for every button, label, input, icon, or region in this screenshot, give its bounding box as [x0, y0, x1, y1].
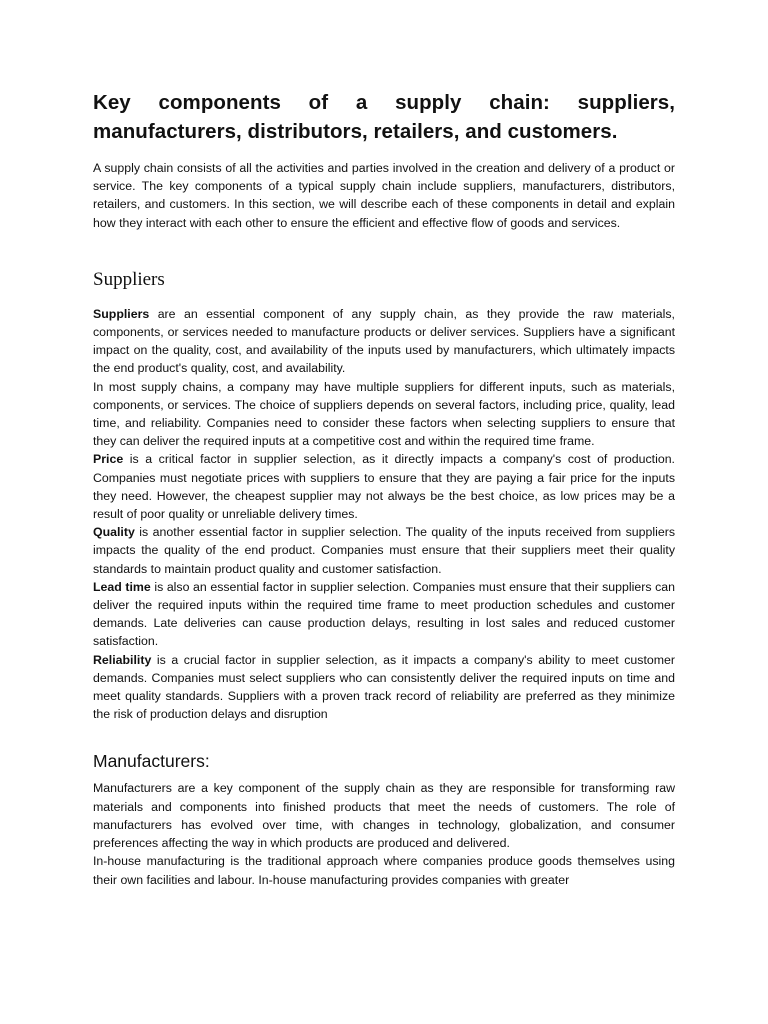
suppliers-heading: Suppliers: [93, 268, 165, 290]
document-title: Key components of a supply chain: suppliers, manufacturers, distributors, retailers, and customers.: [93, 91, 675, 143]
reliability-paragraph: [93, 651, 675, 724]
reliability-text: is a crucial factor in supplier selection, as it impacts a company's ability to meet customer demands. Companies must select suppliers who can consistently deliver the required inputs on time and meet quality standards. Suppliers with a proven track record of reliability are preferred as they minimize the risk of production delays and disruption: [93, 652, 675, 722]
suppliers-paragraph-1: [93, 305, 675, 378]
intro-paragraph: A supply chain consists of all the activities and parties involved in the creation and delivery of a product or service. The key components of a typical supply chain include suppliers, manufacturers, distributors, retailers, and customers. In this section, we will describe each of these components in detail and explain how they interact with each other to ensure the efficient and effective flow of goods and services.: [93, 161, 675, 230]
manufacturers-paragraph-2: In-house manufacturing is the traditional approach where companies produce goods themselves using their own facilities and labour. In-house manufacturing provides companies with greater: [93, 854, 675, 887]
price-paragraph: [93, 450, 675, 523]
price-text: is a critical factor in supplier selection, as it directly impacts a company's cost of production. Companies must negotiate prices with suppliers to ensure that they are paying a fair price for the inputs they need. However, the cheapest supplier may not always be the best choice, as low prices may be a result of poor quality or unreliable delivery times.: [93, 452, 675, 522]
suppliers-paragraph-2: In most supply chains, a company may have multiple suppliers for different inputs, such as materials, components, or services. The choice of suppliers depends on several factors, including price, quality, lead time, and reliability. Companies need to consider these factors when selecting suppliers to ensure that they can deliver the required inputs at a competitive cost and within the required time frame.: [93, 379, 675, 449]
suppliers-lead-word: Suppliers: [93, 306, 150, 321]
quality-lead: Quality: [93, 525, 135, 540]
manufacturers-paragraph-1: Manufacturers are a key component of the supply chain as they are responsible for transforming raw materials and components into finished products that meet the needs of customers. The role of manufacturers has evolved over time, with changes in technology, globalization, and consumer preferences affecting the way in which products are produced and delivered.: [93, 781, 675, 851]
lead-time-paragraph: [93, 578, 675, 651]
price-lead: Price: [93, 452, 124, 467]
lead-time-lead: Lead time: [93, 579, 151, 594]
suppliers-paragraph-1-text: are an essential component of any supply chain, as they provide the raw materials, components, or services needed to manufacture products or deliver services. Suppliers have a significant impact on the quality, cost, and availability of the inputs used by manufacturers, which ultimately impacts the end product's quality, cost, and availability.: [93, 306, 675, 376]
manufacturers-heading: Manufacturers:: [93, 751, 210, 772]
quality-paragraph: [93, 523, 675, 578]
document-body: [93, 88, 675, 889]
reliability-lead: Reliability: [93, 652, 152, 667]
quality-text: is another essential factor in supplier selection. The quality of the inputs received from suppliers impacts the quality of the end product. Companies must ensure that their suppliers meet their quality standards to maintain product quality and customer satisfaction.: [93, 525, 675, 576]
lead-time-text: is also an essential factor in supplier selection. Companies must ensure that their suppliers can deliver the required inputs within the required time frame to meet production schedules and customer demands. Late deliveries can cause production delays, resulting in lost sales and reduced customer satisfaction.: [93, 579, 675, 649]
